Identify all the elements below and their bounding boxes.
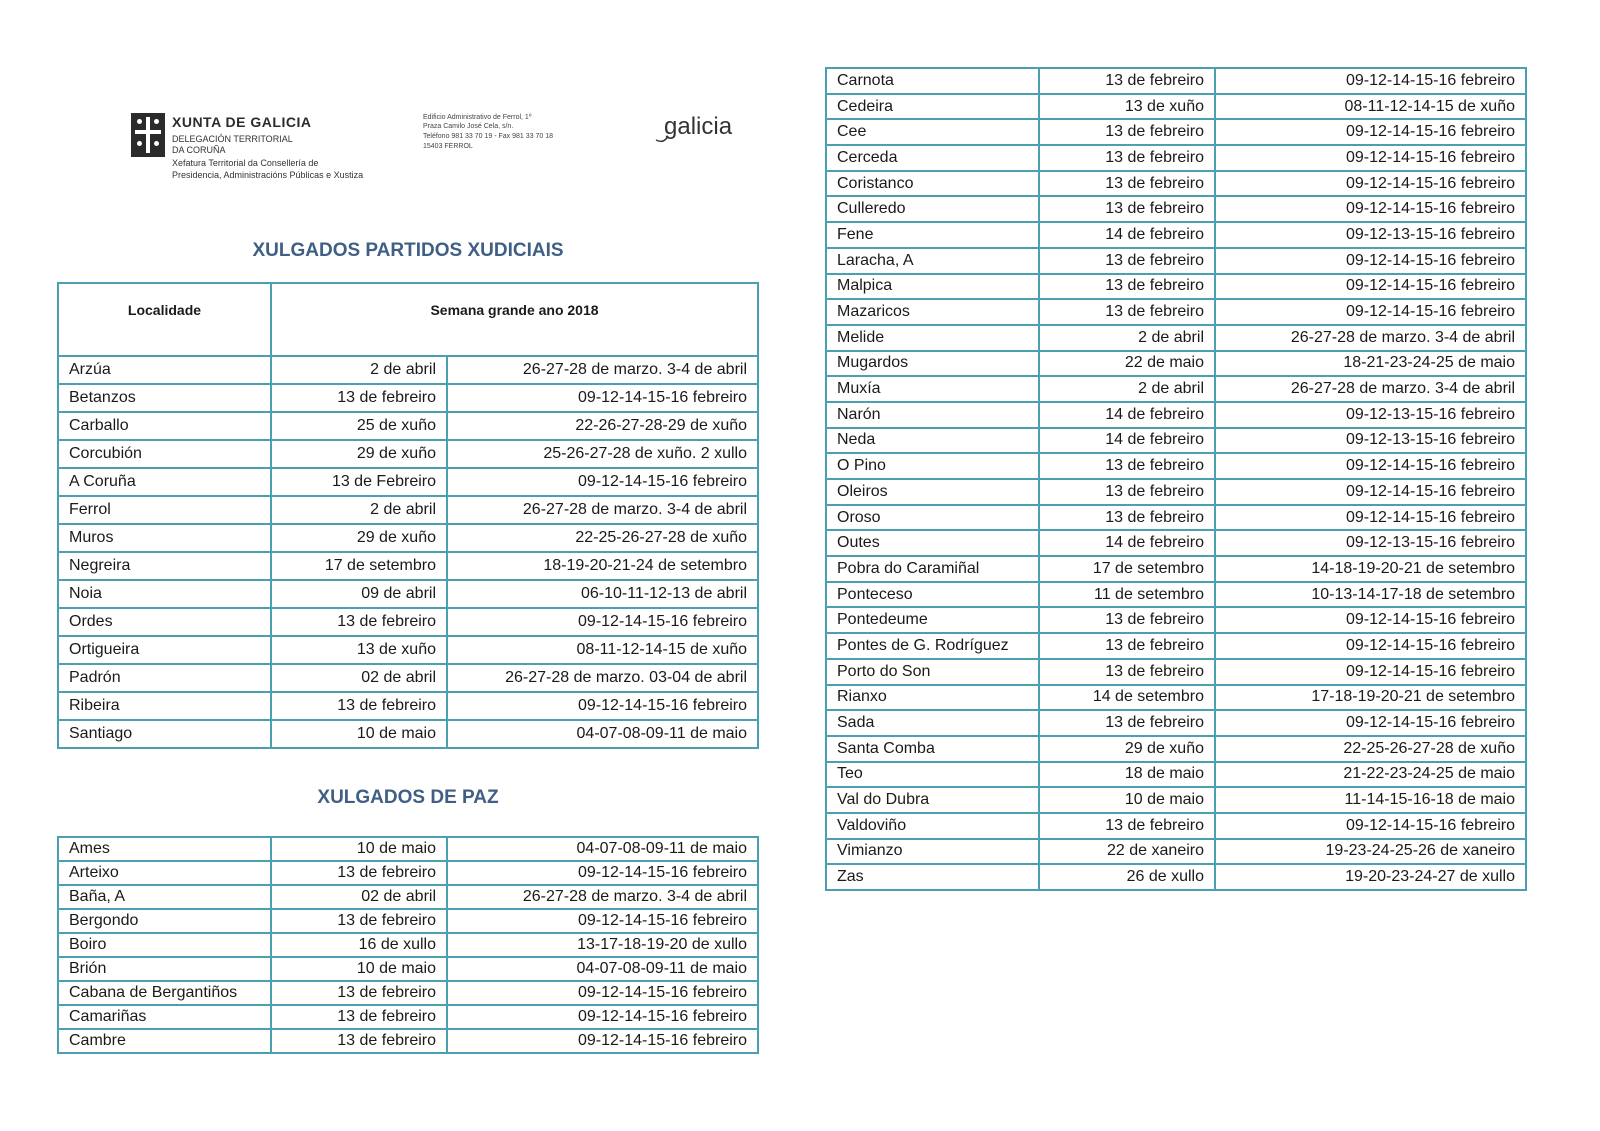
week-cell: 09-12-14-15-16 febreiro [447, 981, 758, 1005]
week-cell: 22-26-27-28-29 de xuño [447, 412, 758, 440]
locality-cell: Rianxo [826, 685, 1039, 711]
week-cell: 09-12-14-15-16 febreiro [1215, 505, 1526, 531]
week-cell: 09-12-14-15-16 febreiro [447, 608, 758, 636]
table-row [58, 837, 758, 861]
table-row [826, 839, 1526, 865]
section-title-partidos: XULGADOS PARTIDOS XUDICIAIS [252, 240, 564, 261]
date-cell: 13 de febreiro [1039, 453, 1215, 479]
table-row [826, 94, 1526, 120]
locality-cell: Arzúa [58, 356, 271, 384]
week-cell: 08-11-12-14-15 de xuño [447, 636, 758, 664]
locality-cell: Cee [826, 119, 1039, 145]
locality-cell: Zas [826, 864, 1039, 890]
date-cell: 13 de febreiro [271, 608, 447, 636]
locality-cell: Val do Dubra [826, 787, 1039, 813]
locality-cell: Ordes [58, 608, 271, 636]
table-row [826, 376, 1526, 402]
week-cell: 09-12-14-15-16 febreiro [1215, 145, 1526, 171]
date-cell: 10 de maio [271, 837, 447, 861]
week-cell: 19-23-24-25-26 de xaneiro [1215, 839, 1526, 865]
week-cell: 04-07-08-09-11 de maio [447, 720, 758, 748]
date-cell: 13 de febreiro [1039, 607, 1215, 633]
date-cell: 13 de febreiro [1039, 68, 1215, 94]
date-cell: 13 de febreiro [271, 909, 447, 933]
week-cell: 19-20-23-24-27 de xullo [1215, 864, 1526, 890]
date-cell: 09 de abril [271, 580, 447, 608]
locality-cell: Ortigueira [58, 636, 271, 664]
week-cell: 09-12-14-15-16 febreiro [1215, 453, 1526, 479]
week-cell: 25-26-27-28 de xuño. 2 xullo [447, 440, 758, 468]
locality-cell: Pontedeume [826, 607, 1039, 633]
locality-cell: Fene [826, 222, 1039, 248]
table-row [826, 736, 1526, 762]
locality-cell: Teo [826, 762, 1039, 788]
locality-cell: Camariñas [58, 1005, 271, 1029]
date-cell: 13 de febreiro [1039, 274, 1215, 300]
week-cell: 26-27-28 de marzo. 3-4 de abril [447, 356, 758, 384]
table-row [826, 402, 1526, 428]
date-cell: 16 de xullo [271, 933, 447, 957]
week-cell: 09-12-14-15-16 febreiro [447, 861, 758, 885]
org-line-3: Xefatura Territorial da Consellería de [172, 158, 319, 168]
date-cell: 13 de febreiro [1039, 119, 1215, 145]
address-line-2: Praza Camilo José Cela, s/n. [423, 123, 514, 130]
table-row [58, 468, 758, 496]
date-cell: 11 de setembro [1039, 582, 1215, 608]
date-cell: 13 de febreiro [1039, 479, 1215, 505]
locality-cell: Mugardos [826, 351, 1039, 377]
week-cell: 13-17-18-19-20 de xullo [447, 933, 758, 957]
locality-cell: Valdoviño [826, 813, 1039, 839]
table-row [58, 861, 758, 885]
date-cell: 2 de abril [271, 496, 447, 524]
week-cell: 09-12-14-15-16 febreiro [1215, 659, 1526, 685]
week-cell: 09-12-13-15-16 febreiro [1215, 428, 1526, 454]
date-cell: 13 de febreiro [1039, 505, 1215, 531]
date-cell: 13 de febreiro [1039, 171, 1215, 197]
week-cell: 22-25-26-27-28 de xuño [447, 524, 758, 552]
table-row [58, 356, 758, 384]
week-cell: 09-12-14-15-16 febreiro [1215, 813, 1526, 839]
table-row [826, 299, 1526, 325]
locality-cell: Corcubión [58, 440, 271, 468]
table-row [58, 933, 758, 957]
locality-cell: Arteixo [58, 861, 271, 885]
date-cell: 13 de febreiro [1039, 299, 1215, 325]
week-cell: 21-22-23-24-25 de maio [1215, 762, 1526, 788]
table-row [58, 692, 758, 720]
date-cell: 13 de febreiro [1039, 196, 1215, 222]
table-row [826, 325, 1526, 351]
date-cell: 14 de febreiro [1039, 222, 1215, 248]
week-cell: 11-14-15-16-18 de maio [1215, 787, 1526, 813]
table-row [58, 720, 758, 748]
locality-cell: Ponteceso [826, 582, 1039, 608]
table-row [826, 659, 1526, 685]
week-cell: 09-12-14-15-16 febreiro [1215, 68, 1526, 94]
date-cell: 14 de febreiro [1039, 428, 1215, 454]
locality-cell: Outes [826, 530, 1039, 556]
locality-cell: Melide [826, 325, 1039, 351]
week-cell: 09-12-14-15-16 febreiro [447, 1005, 758, 1029]
date-cell: 10 de maio [1039, 787, 1215, 813]
locality-cell: Sada [826, 710, 1039, 736]
date-cell: 13 de febreiro [271, 692, 447, 720]
date-cell: 13 de febreiro [1039, 633, 1215, 659]
week-cell: 09-12-14-15-16 febreiro [447, 692, 758, 720]
date-cell: 14 de febreiro [1039, 530, 1215, 556]
table-row [826, 505, 1526, 531]
week-cell: 09-12-14-15-16 febreiro [1215, 633, 1526, 659]
week-cell: 09-12-14-15-16 febreiro [447, 1029, 758, 1053]
locality-cell: Santiago [58, 720, 271, 748]
locality-cell: Padrón [58, 664, 271, 692]
table-row [826, 248, 1526, 274]
date-cell: 02 de abril [271, 664, 447, 692]
table-row [826, 453, 1526, 479]
paz-table [57, 836, 759, 1054]
week-cell: 17-18-19-20-21 de setembro [1215, 685, 1526, 711]
table-row [58, 496, 758, 524]
galicia-logo-text: galicia [664, 113, 733, 140]
locality-cell: Cerceda [826, 145, 1039, 171]
org-line-2: DA CORUÑA [172, 145, 226, 155]
week-cell: 09-12-13-15-16 febreiro [1215, 530, 1526, 556]
table-row [826, 68, 1526, 94]
locality-cell: Culleredo [826, 196, 1039, 222]
date-cell: 13 de febreiro [271, 1029, 447, 1053]
org-line-4: Presidencia, Administracións Públicas e Xustiza [172, 170, 364, 180]
locality-cell: Laracha, A [826, 248, 1039, 274]
date-cell: 17 de setembro [271, 552, 447, 580]
date-cell: 13 de febreiro [1039, 813, 1215, 839]
week-cell: 09-12-14-15-16 febreiro [447, 384, 758, 412]
locality-cell: Pontes de G. Rodríguez [826, 633, 1039, 659]
date-cell: 10 de maio [271, 957, 447, 981]
table-row [826, 710, 1526, 736]
table-row [58, 524, 758, 552]
locality-cell: Ames [58, 837, 271, 861]
date-cell: 13 de febreiro [1039, 710, 1215, 736]
table-row [58, 664, 758, 692]
locality-cell: Brión [58, 957, 271, 981]
locality-cell: Betanzos [58, 384, 271, 412]
address-line-1: Edificio Administrativo de Ferrol, 1º [423, 114, 532, 121]
week-cell: 08-11-12-14-15 de xuño [1215, 94, 1526, 120]
table-row [826, 171, 1526, 197]
date-cell: 2 de abril [271, 356, 447, 384]
locality-cell: Narón [826, 402, 1039, 428]
locality-cell: Porto do Son [826, 659, 1039, 685]
locality-cell: Muxía [826, 376, 1039, 402]
table-row [58, 981, 758, 1005]
locality-cell: Vimianzo [826, 839, 1039, 865]
week-cell: 26-27-28 de marzo. 3-4 de abril [447, 496, 758, 524]
table-row [826, 685, 1526, 711]
date-cell: 25 de xuño [271, 412, 447, 440]
week-cell: 26-27-28 de marzo. 3-4 de abril [1215, 376, 1526, 402]
table-row [58, 1029, 758, 1053]
locality-cell: Oleiros [826, 479, 1039, 505]
table-row [826, 864, 1526, 890]
date-cell: 02 de abril [271, 885, 447, 909]
week-cell: 26-27-28 de marzo. 3-4 de abril [1215, 325, 1526, 351]
date-cell: 29 de xuño [271, 440, 447, 468]
date-cell: 17 de setembro [1039, 556, 1215, 582]
date-cell: 22 de xaneiro [1039, 839, 1215, 865]
date-cell: 13 de febreiro [1039, 248, 1215, 274]
date-cell: 14 de febreiro [1039, 402, 1215, 428]
table-row [826, 582, 1526, 608]
table-row [826, 607, 1526, 633]
table-row [826, 145, 1526, 171]
week-cell: 09-12-14-15-16 febreiro [1215, 196, 1526, 222]
locality-cell: Negreira [58, 552, 271, 580]
xunta-shield-icon [131, 113, 165, 157]
locality-cell: Coristanco [826, 171, 1039, 197]
table-row [58, 608, 758, 636]
locality-cell: Neda [826, 428, 1039, 454]
date-cell: 2 de abril [1039, 325, 1215, 351]
date-cell: 29 de xuño [1039, 736, 1215, 762]
week-cell: 09-12-14-15-16 febreiro [1215, 710, 1526, 736]
date-cell: 13 de xuño [1039, 94, 1215, 120]
table-row [58, 885, 758, 909]
locality-cell: Santa Comba [826, 736, 1039, 762]
week-cell: 09-12-14-15-16 febreiro [447, 468, 758, 496]
col-header-locality: Localidade [58, 283, 271, 356]
table-row [826, 787, 1526, 813]
table-row [826, 479, 1526, 505]
locality-cell: Pobra do Caramiñal [826, 556, 1039, 582]
locality-cell: Oroso [826, 505, 1039, 531]
week-cell: 04-07-08-09-11 de maio [447, 957, 758, 981]
table-row [58, 957, 758, 981]
paz-table-continued [825, 67, 1527, 891]
table-row [58, 440, 758, 468]
galicia-logo [654, 110, 766, 150]
table-row [58, 909, 758, 933]
table-row [826, 556, 1526, 582]
date-cell: 14 de setembro [1039, 685, 1215, 711]
date-cell: 13 de xuño [271, 636, 447, 664]
week-cell: 10-13-14-17-18 de setembro [1215, 582, 1526, 608]
date-cell: 26 de xullo [1039, 864, 1215, 890]
locality-cell: Boiro [58, 933, 271, 957]
locality-cell: Ferrol [58, 496, 271, 524]
week-cell: 09-12-14-15-16 febreiro [1215, 299, 1526, 325]
table-row [58, 1005, 758, 1029]
date-cell: 29 de xuño [271, 524, 447, 552]
date-cell: 18 de maio [1039, 762, 1215, 788]
address-line-3: Teléfono 981 33 70 19 - Fax 981 33 70 18 [423, 133, 553, 140]
table-row [826, 222, 1526, 248]
address-line-4: 15403 FERROL [423, 143, 473, 150]
locality-cell: Carnota [826, 68, 1039, 94]
week-cell: 18-21-23-24-25 de maio [1215, 351, 1526, 377]
date-cell: 10 de maio [271, 720, 447, 748]
table-row [826, 274, 1526, 300]
locality-cell: Ribeira [58, 692, 271, 720]
locality-cell: Carballo [58, 412, 271, 440]
week-cell: 18-19-20-21-24 de setembro [447, 552, 758, 580]
locality-cell: Cabana de Bergantiños [58, 981, 271, 1005]
date-cell: 13 de febreiro [1039, 659, 1215, 685]
locality-cell: Baña, A [58, 885, 271, 909]
week-cell: 14-18-19-20-21 de setembro [1215, 556, 1526, 582]
table-header-row [58, 283, 758, 356]
col-header-week: Semana grande ano 2018 [271, 283, 758, 356]
table-row [826, 351, 1526, 377]
locality-cell: Muros [58, 524, 271, 552]
week-cell: 04-07-08-09-11 de maio [447, 837, 758, 861]
locality-cell: Mazaricos [826, 299, 1039, 325]
date-cell: 2 de abril [1039, 376, 1215, 402]
locality-cell: Bergondo [58, 909, 271, 933]
week-cell: 09-12-14-15-16 febreiro [1215, 607, 1526, 633]
locality-cell: O Pino [826, 453, 1039, 479]
locality-cell: Noia [58, 580, 271, 608]
locality-cell: Cedeira [826, 94, 1039, 120]
table-row [58, 384, 758, 412]
week-cell: 22-25-26-27-28 de xuño [1215, 736, 1526, 762]
table-row [826, 762, 1526, 788]
week-cell: 09-12-14-15-16 febreiro [1215, 479, 1526, 505]
week-cell: 09-12-14-15-16 febreiro [1215, 171, 1526, 197]
week-cell: 09-12-14-15-16 febreiro [1215, 274, 1526, 300]
week-cell: 09-12-14-15-16 febreiro [1215, 119, 1526, 145]
org-line-1: DELEGACIÓN TERRITORIAL [172, 134, 293, 144]
org-name: XUNTA DE GALICIA [172, 114, 312, 130]
date-cell: 22 de maio [1039, 351, 1215, 377]
table-row [826, 633, 1526, 659]
table-row [826, 428, 1526, 454]
week-cell: 09-12-14-15-16 febreiro [1215, 248, 1526, 274]
table-row [58, 580, 758, 608]
week-cell: 26-27-28 de marzo. 03-04 de abril [447, 664, 758, 692]
locality-cell: Cambre [58, 1029, 271, 1053]
table-row [58, 412, 758, 440]
date-cell: 13 de febreiro [271, 1005, 447, 1029]
table-row [58, 552, 758, 580]
table-row [58, 636, 758, 664]
table-row [826, 813, 1526, 839]
date-cell: 13 de febreiro [271, 861, 447, 885]
locality-cell: A Coruña [58, 468, 271, 496]
date-cell: 13 de febreiro [271, 384, 447, 412]
partidos-table [57, 282, 759, 749]
week-cell: 26-27-28 de marzo. 3-4 de abril [447, 885, 758, 909]
date-cell: 13 de febreiro [1039, 145, 1215, 171]
week-cell: 06-10-11-12-13 de abril [447, 580, 758, 608]
week-cell: 09-12-13-15-16 febreiro [1215, 402, 1526, 428]
locality-cell: Malpica [826, 274, 1039, 300]
table-row [826, 196, 1526, 222]
date-cell: 13 de febreiro [271, 981, 447, 1005]
week-cell: 09-12-14-15-16 febreiro [447, 909, 758, 933]
week-cell: 09-12-13-15-16 febreiro [1215, 222, 1526, 248]
table-row [826, 119, 1526, 145]
date-cell: 13 de Febreiro [271, 468, 447, 496]
table-row [826, 530, 1526, 556]
section-title-paz: XULGADOS DE PAZ [317, 787, 499, 808]
